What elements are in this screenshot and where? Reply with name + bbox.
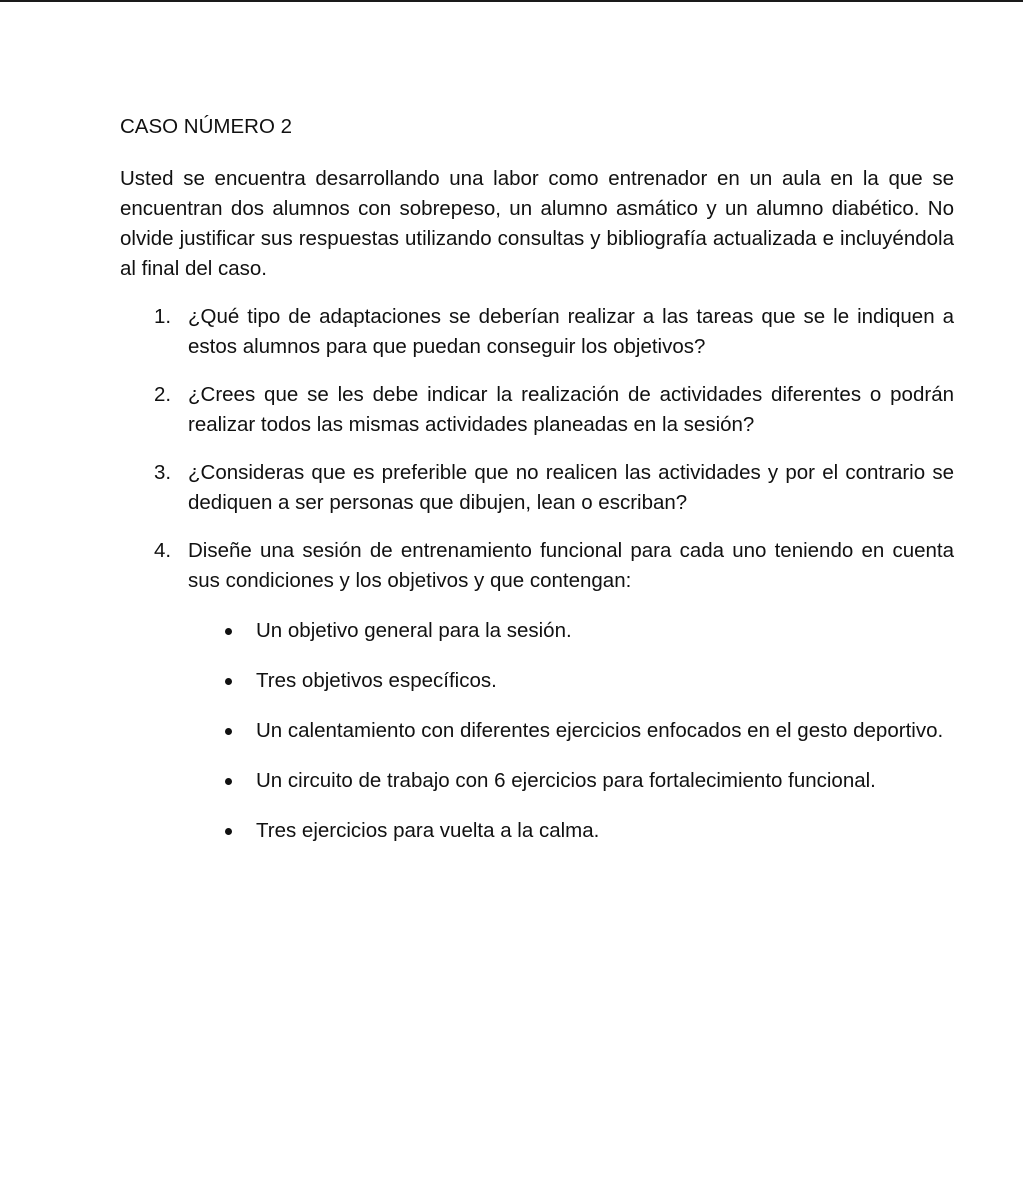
bullet-icon [225,778,232,785]
question-number: 3. [154,461,172,484]
bullet-icon [225,678,232,685]
question-number: 1. [154,305,172,328]
question-text: ¿Crees que se les debe indicar la realización de actividades diferentes o podrán realizar todos las mismas actividades planeadas en la sesión? [188,383,954,436]
bullet-item [120,666,954,696]
intro-paragraph: Usted se encuentra desarrollando una labor como entrenador en un aula en la que se encuentran dos alumnos con sobrepeso, un alumno asmático y un alumno diabético. No olvide justificar sus respuestas utilizando consultas y bibliografía actualizada e incluyéndola al final del caso. [120,167,954,280]
bullet-text: Un calentamiento con diferentes ejercicios enfocados en el gesto deportivo. [256,719,944,742]
question-text: ¿Qué tipo de adaptaciones se deberían realizar a las tareas que se le indiquen a estos alumnos para que puedan conseguir los objetivos? [188,305,954,358]
bullet-item [120,766,954,796]
bullet-item [120,616,954,646]
question-number: 4. [154,539,172,562]
bullet-text: Un objetivo general para la sesión. [256,619,572,642]
question-text: ¿Consideras que es preferible que no realicen las actividades y por el contrario se dediquen a ser personas que dibujen, lean o escriban? [188,461,954,514]
bullet-item [120,816,954,846]
question-item [120,458,954,518]
bullet-icon [225,828,232,835]
question-number: 2. [154,383,172,406]
document-page [120,112,954,866]
bullet-text: Tres ejercicios para vuelta a la calma. [256,819,600,842]
bullet-item [120,716,954,746]
top-border-line [0,0,1023,2]
question-item [120,302,954,362]
bullet-text: Tres objetivos específicos. [256,669,497,692]
bullet-text: Un circuito de trabajo con 6 ejercicios para fortalecimiento funcional. [256,769,876,792]
bullet-icon [225,728,232,735]
question-item [120,536,954,846]
question-item [120,380,954,440]
question-list [120,302,954,846]
bullet-list [120,616,954,846]
case-title: CASO NÚMERO 2 [120,115,292,138]
question-text: Diseñe una sesión de entrenamiento funcional para cada uno teniendo en cuenta sus condiciones y los objetivos y que contengan: [188,539,954,592]
bullet-icon [225,628,232,635]
